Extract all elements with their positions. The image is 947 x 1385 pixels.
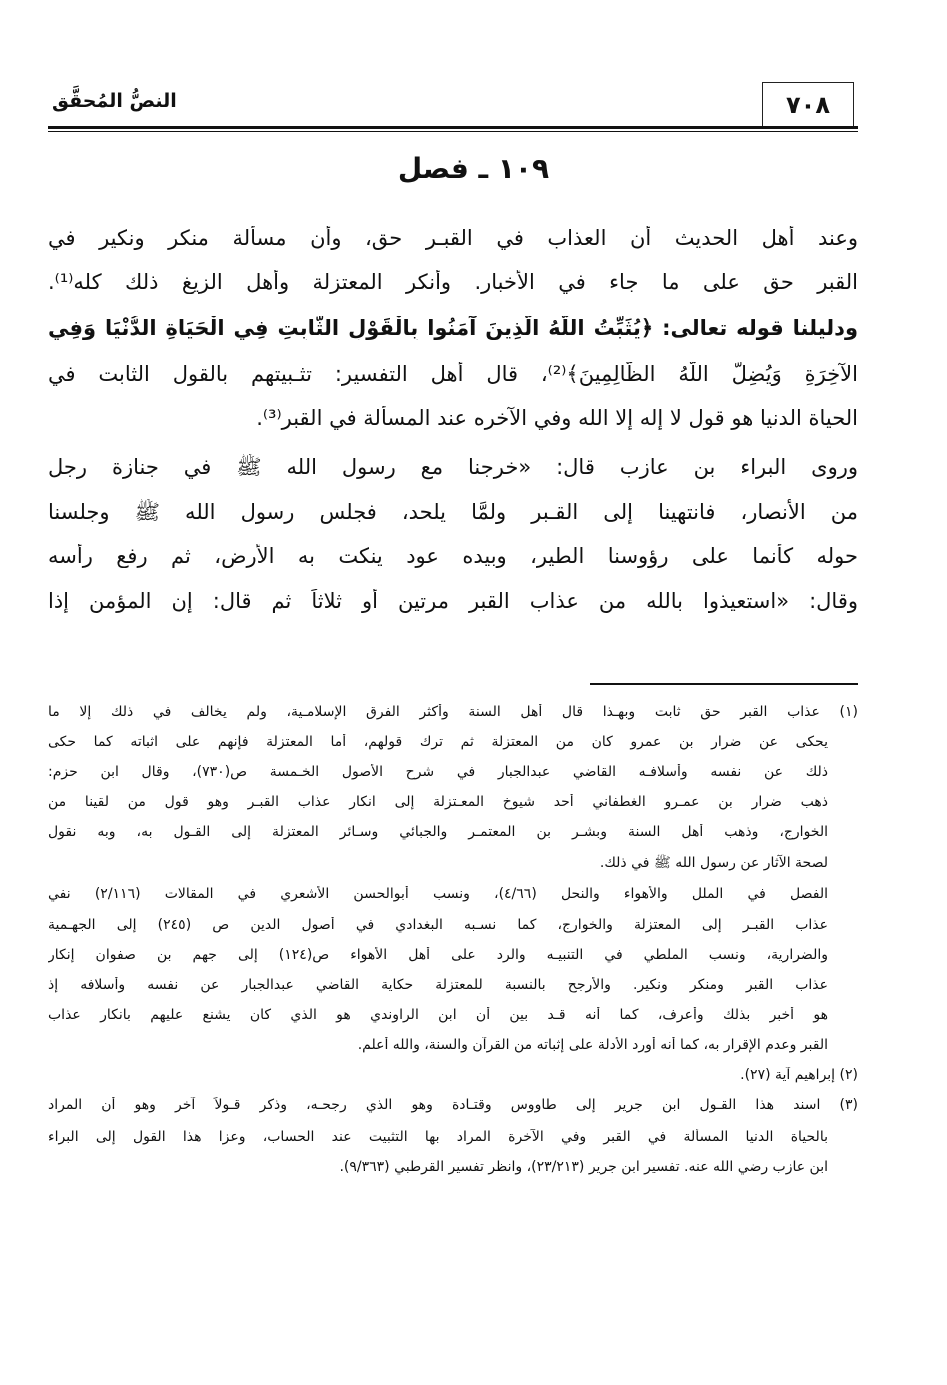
body-line: وقال: «استعيذوا بالله من عذاب القبر مرتين أو ثلاثاً ثم قال: إن المؤمن إذا <box>48 589 858 613</box>
footnote-line: (١) عذاب القبر حق ثابت وبهـذا قال أهل السنة وأكثر الفرق الإسلامـية، ولم يخالف في ذلك إلا ما <box>48 704 858 720</box>
body-line: القبر حق على ما جاء في الأخبار. وأنكر المعتزلة وأهل الزيغ ذلك كله⁽¹⁾. <box>48 270 858 294</box>
header-rule <box>48 126 858 129</box>
footnote-line: بالحياة الدنيا المسألة في القبر وفي الآخرة المراد بها التثبيت عند الحساب، وعزا هذا القول إلى البراء <box>48 1129 828 1145</box>
body-line: وروى البراء بن عازب قال: «خرجنا مع رسول الله ﷺ في جنازة رجل <box>48 455 858 479</box>
footnote-line: الخوارج، وذهب أهل السنة وبشـر بن المعتمـر والجبائي وسـائر المعتزلة إلى القـول به، وبه نقول <box>48 824 828 840</box>
body-line: وعند أهل الحديث أن العذاب في القبـر حق، وأن مسألة منكر ونكير في <box>48 226 858 250</box>
footnote-line: ذلك عن نفسه وأسلافـه القاضي عبدالجبار في شرح الأصول الخـمسة ص(٧٣٠)، وقال ابن حزم: <box>48 764 828 780</box>
footnote-line: ذهب ضرار بن عمـرو الغطفاني أحد شيوخ المعـتزلة إلى انكار عذاب القبـر وهو قول من لقينا من <box>48 794 828 810</box>
page-number: ٧٠٨ <box>762 82 854 126</box>
body-line: الآخِرَةِ وَيُضِلُّ اللَّهُ الظَّالِمِينَ﴾⁽²⁾، قال أهل التفسير: تثـبيتهم بالقول الثابت في <box>48 362 858 386</box>
footnote-line: (٣) اسند هذا القـول ابن جرير إلى طاووس وقتـادة وهو الذي رجحـه، وذكر قـولاً آخر وهو أن المراد <box>48 1097 858 1113</box>
section-title: ١٠٩ ـ فصل <box>397 152 550 185</box>
footnote-line: ابن عازب رضي الله عنه. تفسير ابن جرير (٢٣/٢١٣)، وانظر تفسير القرطبي (٩/٣٦٣). <box>339 1159 828 1175</box>
header-rule-thin <box>48 131 858 132</box>
footnote-line: هو أخبر بذلك وأعرف، كما أنه قـد بين أن ابن الراوندي هو الذي كان يشنع عليهم بانكار عذاب <box>48 1007 828 1023</box>
footnote-line: القبر وعدم الإقرار به، كما أنه أورد الأدلة على إثباته من القرآن والسنة، والله أعلم. <box>357 1037 828 1053</box>
footnote-line: الفصل في الملل والأهواء والنحل (٤/٦٦)، ونسب أبوالحسن الأشعري في المقالات (٢/١١٦) نفي <box>48 886 828 902</box>
footnote-line: (٢) إبراهيم آية (٢٧). <box>740 1067 858 1083</box>
footnote-line: والضرارية، ونسب الملطي في التنبيـه والرد على أهل الأهواء ص(١٢٤) إلى جهم بن صفوان إنكار <box>48 947 828 963</box>
body-line: من الأنصار، فانتهينا إلى القـبر ولمَّا يلحد، فجلس رسول الله ﷺ وجلسنا <box>48 500 858 524</box>
footnote-line: عذاب القبـر إلى المعتزلة والخوارج، كما نسـبه البغدادي في أصول الدين ص (٢٤٥) إلى الجهـمية <box>48 917 828 933</box>
footnote-line: لصحة الآثار عن رسول الله ﷺ في ذلك. <box>599 855 828 871</box>
body-line: ودليلنا قوله تعالى: ﴿يُثَبِّتُ اللَّهُ الَّذِينَ آمَنُوا بِالْقَوْلِ الثَّابِتِ فِي الْحَيَاةِ الدُّنْيَا وَفِي <box>48 316 858 340</box>
body-line: حوله كأنما على رؤوسنا الطير، وبيده عود ينكت به الأرض، ثم رفع رأسه <box>48 544 858 568</box>
body-line: الحياة الدنيا هو قول لا إله إلا الله وفي الآخره عند المسألة في القبر⁽³⁾. <box>256 406 858 430</box>
footnote-rule <box>590 683 858 685</box>
footnote-line: يحكى عن ضرار بن عمرو كان من المعتزلة ثم ترك قولهم، أما المعتزلة فإنهم على اثباته كما حكى <box>48 734 828 750</box>
footnote-line: عذاب القبر ومنكر ونكير. والأرجح بالنسبة للمعتزلة حكاية القاضي عبدالجبار عن نفسه وأسلافه إذ <box>48 977 828 993</box>
running-title: النصُّ المُحقَّق <box>52 90 177 112</box>
